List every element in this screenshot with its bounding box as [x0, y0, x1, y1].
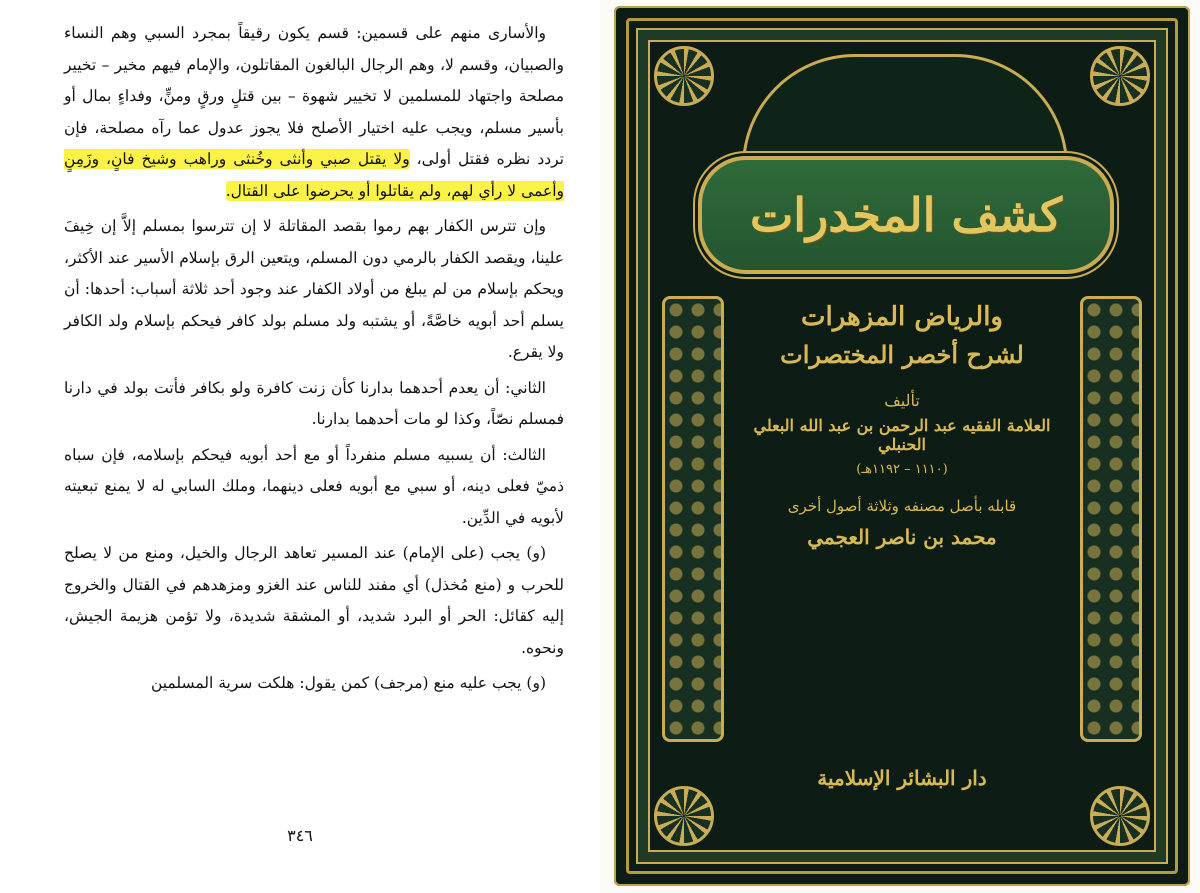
- right-side-panel: [1080, 296, 1142, 742]
- paragraph-imam-duties: (و) يجب (على الإمام) عند المسير تعاهد الرجال والخيل، ومنع من لا يصلح للحرب و (منع مُخذل) أي مفند للناس عند الغزو ومزهدهم في القتال والخروج إليه كقائل: الحر أو البرد شديد، أو المشقة شديدة، ولا تؤمن هزيمة الجيش، ونحوه.: [64, 544, 564, 657]
- corner-ornament-icon: [1090, 786, 1150, 846]
- paragraph-human-shields: وإن تترس الكفار بهم رموا بقصد المقاتلة لا إن تترسوا بمسلم إلاَّ إن خِيفَ علينا، ويقصد الكفار بالرمي دون المسلم، ويتعين الرق بإسلام الأسير عند الأكثر، ويحكم بإسلام من لم يبلغ من أولاد الكفار عند وجود أحد ثلاثة أسباب: أحدها: أن يسلم أحد أبويه خاصَّةً، أو يشتبه ولد مسلم بولد كافر فيحكم بإسلام ولد الكافر ولا يقرع.: [64, 217, 564, 361]
- book-cover: [600, 0, 1200, 893]
- author-name: العلامة الفقيه عبد الرحمن بن عبد الله البعلي الحنبلي: [753, 416, 1051, 454]
- subtitle-line-2: لشرح أخصر المختصرات: [780, 340, 1024, 369]
- publisher-name: دار البشائر الإسلامية: [817, 766, 987, 790]
- corner-ornament-icon: [1090, 46, 1150, 106]
- corner-ornament-icon: [654, 46, 714, 106]
- author-dates: (١١١٠ – ١١٩٢هـ): [856, 462, 948, 477]
- book-title: كشف المخدرات: [749, 188, 1063, 242]
- page-text: [64, 18, 564, 704]
- cover-center-text: [742, 296, 1062, 746]
- editor-name: محمد بن ناصر العجمي: [807, 525, 997, 549]
- left-side-panel: [662, 296, 724, 742]
- paragraph-third-reason: الثالث: أن يسبيه مسلم منفرداً أو مع أحد أبويه فيحكم بإسلامه، فإن سباه ذميّ فعلى دينه، أو سبي مع أبويه فعلى دينهما، وملك السابي له لا يمنع تبعيته لأبويه في الدِّين.: [64, 445, 564, 527]
- page-number: ٣٤٦: [287, 826, 313, 845]
- highlighted-passage: ولا يقتل صبي وأنثى وخُنثى وراهب وشيخ فانٍ، وزَمِنٍ وأعمى لا رأي لهم، ولم يقاتلوا أو يحرضوا على القتال.: [64, 150, 564, 200]
- editor-note: قابله بأصل مصنفه وثلاثة أصول أخرى: [787, 497, 1017, 515]
- paragraph-second-reason: الثاني: أن يعدم أحدهما بدارنا كأن زنت كافرة ولو بكافر فأتت بولد في دارنا فمسلم نصّاً، وكذا لو مات أحدهما بدارنا.: [64, 378, 564, 428]
- corner-ornament-icon: [654, 786, 714, 846]
- paragraph-prisoners: والأسارى منهم على قسمين: قسم يكون رقيقاً بمجرد السبي وهم النساء والصبيان، وقسم لا، وهم الرجال البالغون المقاتلون، والإمام فيهم مخير – تخيير مصلحة واجتهاد للمسلمين لا تخيير شهوة – بين قتلٍ ورقٍ ومنٍّ، وفداءٍ بمال أو بأسير مسلم، ويجب عليه اختيار الأصلح فلا يجوز عدول عما رآه مصلحة، فإن تردد نظره فقتل أولى، ولا يقتل صبي وأنثى وخُنثى وراهب وشيخ فانٍ، وزَمِنٍ وأعمى لا رأي لهم، ولم يقاتلوا أو يحرضوا على القتال.: [64, 24, 564, 200]
- paragraph-murjif: (و) يجب عليه منع (مرجف) كمن يقول: هلكت سرية المسلمين: [150, 674, 546, 692]
- subtitle-line-1: والرياض المزهرات: [801, 302, 1003, 332]
- cover-board: [614, 6, 1190, 886]
- authored-by-label: تأليف: [884, 391, 920, 410]
- title-cartouche: [698, 156, 1114, 274]
